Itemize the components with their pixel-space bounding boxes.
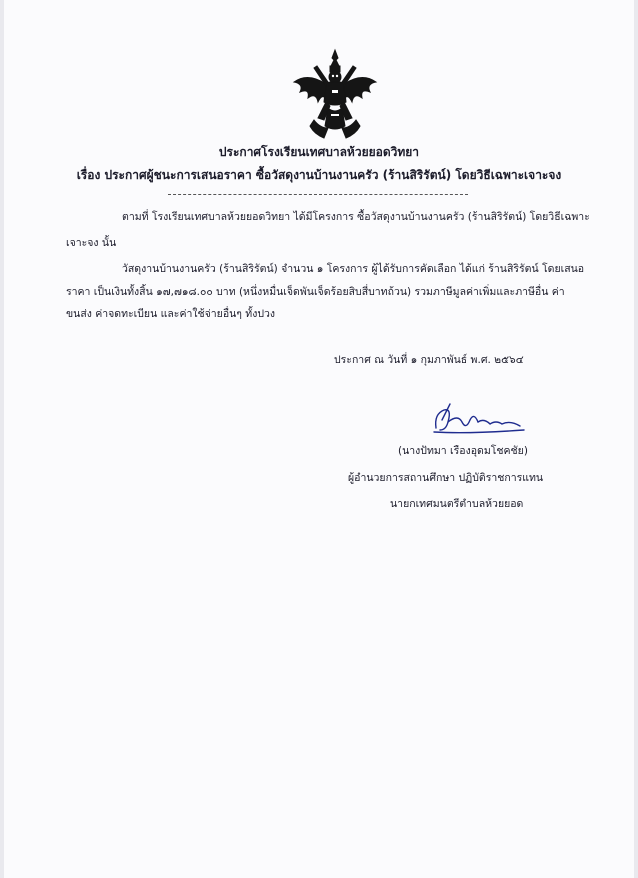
divider-dashes (168, 194, 468, 195)
page-edge-left (0, 0, 4, 878)
handwritten-signature (428, 400, 528, 440)
signatory-position-1: ผู้อำนวยการสถานศึกษา ปฏิบัติราชการแทน (348, 472, 544, 484)
paragraph1-line1: ตามที่ โรงเรียนเทศบาลห้วยยอดวิทยา ได้มีโครงการ ซื้อวัสดุงานบ้านงานครัว (ร้านสิริรัตน์) โดยวิธีเฉพาะ (122, 211, 590, 223)
garuda-emblem-icon (290, 48, 380, 140)
paragraph2-line3: ขนส่ง ค่าจดทะเบียน และค่าใช้จ่ายอื่นๆ ทั้งปวง (66, 308, 276, 320)
document-subject: เรื่อง ประกาศผู้ชนะการเสนอราคา ซื้อวัสดุงานบ้านงานครัว (ร้านสิริรัตน์) โดยวิธีเฉพาะเจาะจง (76, 168, 562, 182)
document-title: ประกาศโรงเรียนเทศบาลห้วยยอดวิทยา (218, 145, 420, 159)
signatory-position-2: นายกเทศมนตรีตำบลห้วยยอด (390, 498, 524, 510)
paragraph2-line1: วัสดุงานบ้านงานครัว (ร้านสิริรัตน์) จำนวน ๑ โครงการ ผู้ได้รับการคัดเลือก ได้แก่ ร้านสิริรัตน์ โดยเสนอ (122, 263, 585, 275)
paragraph1-line2: เจาะจง นั้น (66, 237, 117, 249)
signatory-name: (นางปัทมา เรืองอุดมโชคชัย) (398, 445, 528, 457)
page-edge-right (634, 0, 638, 878)
paragraph2-line2: ราคา เป็นเงินทั้งสิ้น ๑๗,๗๑๘.๐๐ บาท (หนึ่งหมื่นเจ็ดพันเจ็ดร้อยสิบสี่บาทถ้วน) รวมภาษีมูลค่าเพิ่มและภาษีอื่น ค่า (66, 286, 565, 298)
announcement-date: ประกาศ ณ วันที่ ๑ กุมภาพันธ์ พ.ศ. ๒๕๖๔ (334, 354, 524, 366)
